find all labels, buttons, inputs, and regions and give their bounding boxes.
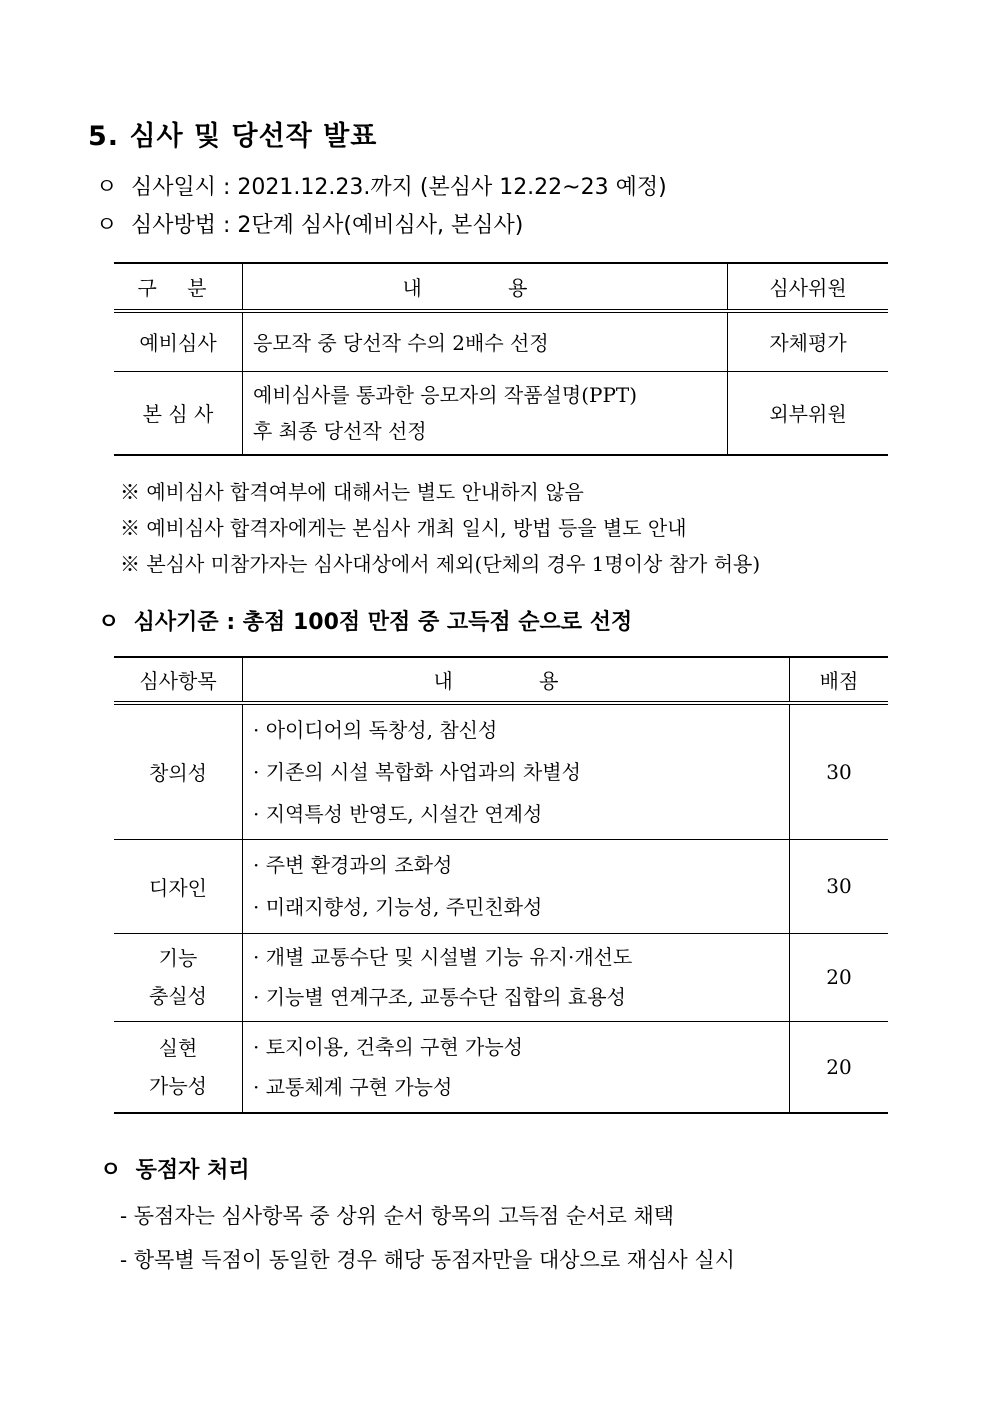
content-cell: [243, 371, 728, 455]
criteria-line-item: · 주변 환경과의 조화성: [253, 853, 453, 877]
criteria-line: [98, 605, 632, 636]
content-line: 후 최종 당선작 선정: [253, 418, 427, 443]
points-cell: 30: [790, 703, 889, 839]
table-row: [114, 311, 888, 371]
content-cell: [243, 703, 790, 839]
note-1: ※ 예비심사 합격여부에 대해서는 별도 안내하지 않음: [120, 480, 584, 504]
points-cell: 30: [790, 839, 889, 933]
item-line: 충실성: [149, 984, 207, 1008]
review-table: [114, 262, 888, 456]
table-row: [114, 1021, 888, 1113]
content-cell: 응모작 중 당선작 수의 2배수 선정: [243, 311, 728, 371]
item-line: 가능성: [149, 1073, 207, 1098]
content-line: 예비심사를 통과한 응모자의 작품설명(PPT): [253, 382, 638, 407]
tie-line: [100, 1153, 250, 1184]
note-3: ※ 본심사 미참가자는 심사대상에서 제외(단체의 경우 1명이상 참가 허용): [120, 552, 761, 576]
judge-cell: 외부위원: [728, 371, 889, 455]
criteria-line-item: · 미래지향성, 기능성, 주민친화성: [253, 895, 543, 919]
tie-rule-1: - 동점자는 심사항목 중 상위 순서 항목의 고득점 순서로 채택: [120, 1204, 675, 1228]
method-line: [96, 208, 523, 239]
content-cell: [243, 933, 790, 1021]
item-line: 기능: [158, 946, 198, 970]
review-table-header: [114, 263, 888, 311]
points-cell: 20: [790, 1021, 889, 1113]
stage-cell: 본 심 사: [114, 371, 243, 455]
criteria-line-item: · 지역특성 반영도, 시설간 연계성: [253, 801, 543, 826]
table-row: [114, 703, 888, 839]
item-cell: [114, 933, 243, 1021]
header-stage: 구 분: [114, 263, 243, 311]
tie-text: 동점자 처리: [135, 1158, 250, 1183]
content-cell: [243, 1021, 790, 1113]
header-judge: 심사위원: [728, 263, 889, 311]
table-row: [114, 839, 888, 933]
bullet-circle-icon: ㅇ: [96, 175, 118, 200]
criteria-line-item: · 기능별 연계구조, 교통수단 집합의 효용성: [253, 985, 626, 1009]
criteria-line-item: · 아이디어의 독창성, 참신성: [253, 717, 498, 742]
criteria-line-item: · 토지이용, 건축의 구현 가능성: [253, 1034, 523, 1059]
stage-cell: 예비심사: [114, 311, 243, 371]
judge-cell: 자체평가: [728, 311, 889, 371]
bullet-circle-icon: ㅇ: [96, 213, 118, 238]
header-points: 배점: [790, 657, 889, 703]
criteria-table: [114, 656, 888, 1114]
table-row: [114, 933, 888, 1021]
bullet-circle-icon: ㅇ: [98, 610, 120, 635]
table-row: [114, 371, 888, 455]
tie-rule-2: - 항목별 득점이 동일한 경우 해당 동점자만을 대상으로 재심사 실시: [120, 1248, 735, 1272]
criteria-line-item: · 기존의 시설 복합화 사업과의 차별성: [253, 759, 581, 784]
criteria-table-header: [114, 657, 888, 703]
item-cell: 디자인: [114, 839, 243, 933]
header-content: 내 용: [243, 657, 790, 703]
schedule-line: [96, 170, 667, 201]
header-content: 내 용: [243, 263, 728, 311]
content-cell: [243, 839, 790, 933]
criteria-line-item: · 교통체계 구현 가능성: [253, 1074, 453, 1099]
criteria-text: 심사기준 : 총점 100점 만점 중 고득점 순으로 선정: [133, 610, 633, 635]
item-cell: [114, 1021, 243, 1113]
method-text: 심사방법 : 2단계 심사(예비심사, 본심사): [131, 213, 524, 238]
header-item: 심사항목: [114, 657, 243, 703]
item-line: 실현: [158, 1035, 198, 1060]
section-title: 5. 심사 및 당선작 발표: [88, 121, 378, 152]
criteria-line-item: · 개별 교통수단 및 시설별 기능 유지·개선도: [253, 945, 633, 969]
schedule-text: 심사일시 : 2021.12.23.까지 (본심사 12.22~23 예정): [131, 175, 667, 200]
note-2: ※ 예비심사 합격자에게는 본심사 개최 일시, 방법 등을 별도 안내: [120, 516, 687, 540]
item-cell: 창의성: [114, 703, 243, 839]
points-cell: 20: [790, 933, 889, 1021]
bullet-circle-icon: ㅇ: [100, 1158, 122, 1183]
